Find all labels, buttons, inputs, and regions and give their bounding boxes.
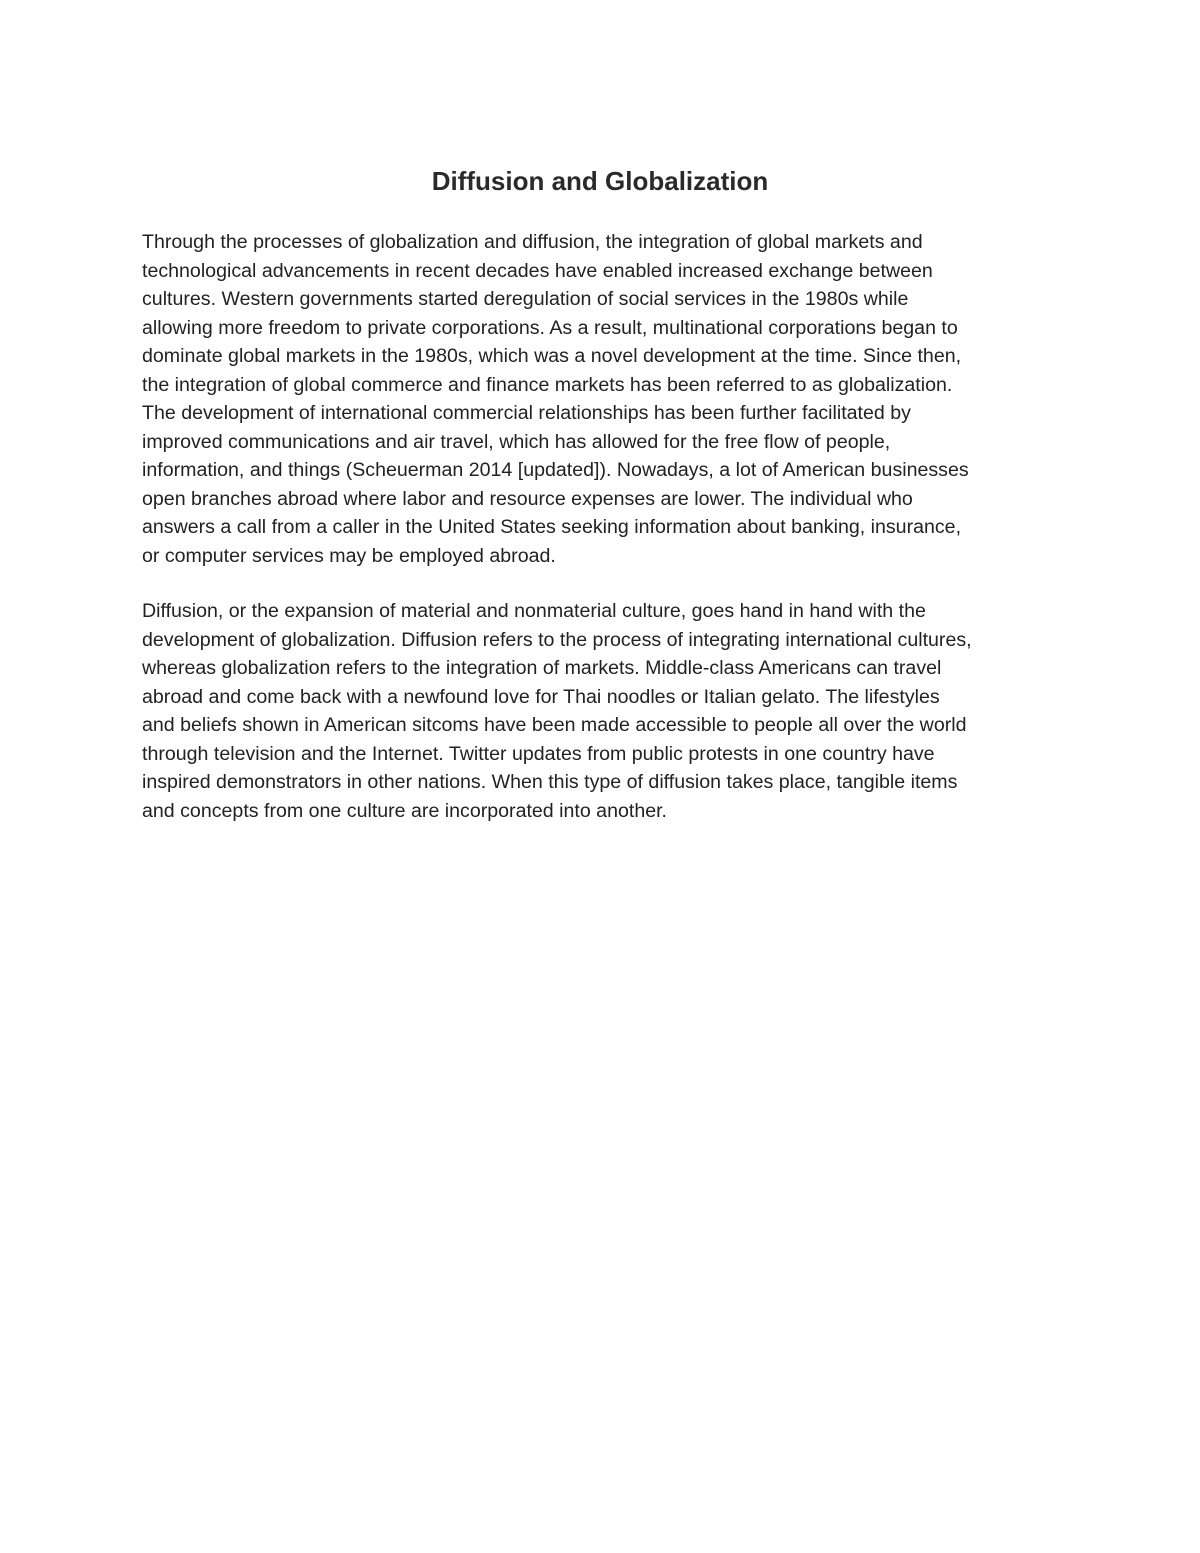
paragraph-line: cultures. Western governments started deregulation of social services in the 1980s while	[142, 288, 909, 310]
paragraph-line: and beliefs shown in American sitcoms have been made accessible to people all over the world	[142, 714, 967, 736]
paragraph-line: allowing more freedom to private corporations. As a result, multinational corporations began to	[142, 316, 958, 339]
paragraph-line: technological advancements in recent decades have enabled increased exchange between	[142, 259, 933, 282]
paragraph-line: through television and the Internet. Twitter updates from public protests in one country have	[142, 742, 935, 765]
paragraph-line: abroad and come back with a newfound love for Thai noodles or Italian gelato. The lifestyles	[142, 685, 940, 708]
paragraph-line: whereas globalization refers to the integration of markets. Middle-class Americans can travel	[142, 657, 942, 679]
paragraph-line: Through the processes of globalization and diffusion, the integration of global markets and	[142, 231, 923, 253]
paragraph-line: and concepts from one culture are incorporated into another.	[142, 799, 668, 822]
paragraph-line: dominate global markets in the 1980s, which was a novel development at the time. Since then,	[142, 345, 962, 367]
paragraph-line: or computer services may be employed abroad.	[142, 544, 556, 567]
paragraph-line: Diffusion, or the expansion of material and nonmaterial culture, goes hand in hand with the	[142, 600, 926, 622]
document-title: Diffusion and Globalization	[431, 166, 769, 196]
paragraph-line: answers a call from a caller in the United States seeking information about banking, insurance,	[142, 516, 962, 538]
paragraph-2	[142, 597, 1062, 825]
paragraph-line: The development of international commercial relationships has been further facilitated by	[142, 402, 911, 424]
paragraph-line: inspired demonstrators in other nations. When this type of diffusion takes place, tangible items	[142, 771, 958, 793]
paragraph-line: improved communications and air travel, which has allowed for the free flow of people,	[142, 430, 891, 453]
paragraph-line: the integration of global commerce and finance markets has been referred to as globalization.	[142, 373, 953, 396]
paragraph-1	[142, 228, 1062, 570]
paragraph-line: open branches abroad where labor and resource expenses are lower. The individual who	[142, 487, 913, 510]
paragraph-line: development of globalization. Diffusion refers to the process of integrating international cultures,	[142, 628, 972, 651]
paragraph-line: information, and things (Scheuerman 2014 [updated]). Nowadays, a lot of American businesses	[142, 459, 969, 481]
